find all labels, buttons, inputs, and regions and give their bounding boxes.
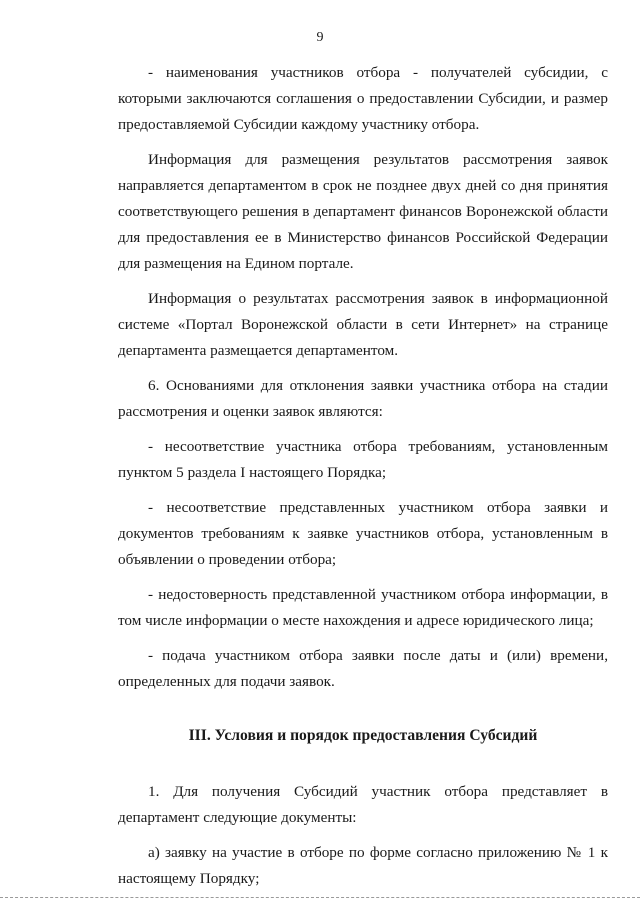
page-number: 9 — [316, 30, 324, 45]
paragraph-recipients-list: - наименования участников отбора - получателей субсидии, с которыми заключаются соглашения о предоставлении Субсидии, и размер предоставляемой Субсидии каждому участнику отбора. — [118, 64, 608, 133]
paragraph-rejection-grounds: 6. Основаниями для отклонения заявки участника отбора на стадии рассмотрения и оценки заявок являются: — [118, 377, 608, 420]
paragraph-rejection-item-4: - подача участником отбора заявки после даты и (или) времени, определенных для подачи заявок. — [118, 647, 608, 690]
paragraph-rejection-item-3: - недостоверность представленной участником отбора информации, в том числе информации о месте нахождения и адресе юридического лица; — [118, 586, 608, 629]
paragraph-rejection-item-2: - несоответствие представленных участником отбора заявки и документов требованиям к заявке участников отбора, установленным в объявлении о проведении отбора; — [118, 499, 608, 568]
paragraph-rejection-item-1: - несоответствие участника отбора требованиям, установленным пунктом 5 раздела I настоящего Порядка; — [118, 438, 608, 481]
document-body — [118, 60, 608, 901]
paragraph-documents-intro: 1. Для получения Субсидий участник отбора представляет в департамент следующие документы: — [118, 783, 608, 826]
paragraph-portal-info: Информация о результатах рассмотрения заявок в информационной системе «Портал Воронежской области в сети Интернет» на странице департамента размещается департаментом. — [118, 290, 608, 359]
paragraph-documents-item-a: а) заявку на участие в отборе по форме согласно приложению № 1 к настоящему Порядку; — [118, 844, 608, 887]
section-heading: III. Условия и порядок предоставления Субсидий — [188, 727, 538, 744]
bottom-scan-edge — [0, 897, 640, 898]
paragraph-results-info: Информация для размещения результатов рассмотрения заявок направляется департаментом в срок не позднее двух дней со дня принятия соответствующего решения в департамент финансов Воронежской области для предоставления ее в Министерство финансов Российской Федерации для размещения на Едином портале. — [118, 151, 608, 272]
